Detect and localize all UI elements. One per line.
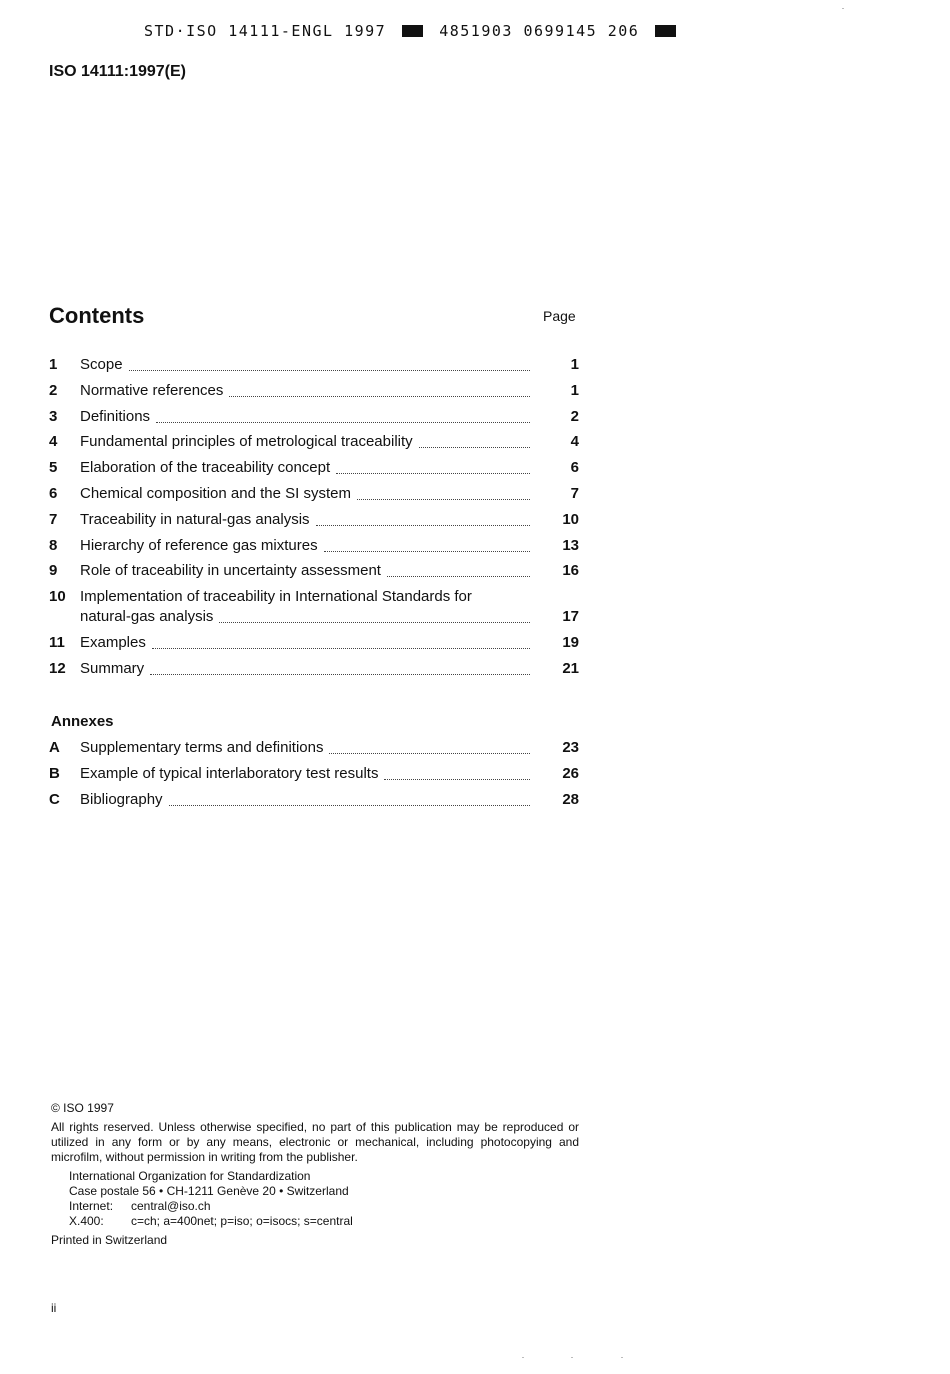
toc-number: 12	[49, 659, 66, 677]
annex-page: 28	[562, 790, 579, 808]
toc-entry[interactable]	[49, 633, 579, 653]
dot-leader	[316, 524, 530, 526]
printed-in: Printed in Switzerland	[51, 1233, 168, 1247]
toc-title: Elaboration of the traceability concept	[80, 459, 331, 477]
annex-letter: C	[49, 790, 60, 808]
toc-number: 9	[49, 562, 58, 580]
toc-page: 19	[562, 633, 579, 651]
toc-title: Fundamental principles of metrological traceability	[80, 433, 413, 451]
toc-title: Definitions	[80, 407, 151, 425]
dot-leader	[357, 498, 530, 500]
annexes-heading: Annexes	[51, 713, 114, 730]
dot-leader	[169, 804, 530, 806]
dot-leader	[384, 778, 530, 780]
toc-title: Traceability in natural-gas analysis	[80, 510, 310, 528]
stamp-block-mark	[402, 25, 423, 37]
annex-title: Bibliography	[80, 790, 163, 808]
toc-number: 10	[49, 588, 66, 606]
x400-line	[69, 1214, 579, 1229]
dot-leader	[229, 395, 530, 397]
toc-page: 4	[570, 433, 579, 451]
toc-entry[interactable]	[49, 510, 579, 530]
dot-leader	[219, 621, 530, 623]
dot-leader	[156, 421, 530, 423]
print-stamp	[144, 22, 676, 40]
toc-entry[interactable]	[49, 432, 579, 452]
toc-title: Normative references	[80, 381, 224, 399]
document-id: ISO 14111:1997(E)	[49, 63, 186, 80]
toc-number: 7	[49, 510, 58, 528]
toc-title: Examples	[80, 633, 146, 651]
rights-notice: All rights reserved. Unless otherwise specified, no part of this publication may be reproduced or utilized in any form or by any means, electronic or mechanical, including photocopying and microfilm, without permission in writing from the publisher.	[51, 1120, 579, 1164]
annex-letter: B	[49, 764, 60, 782]
toc-page: 7	[570, 484, 579, 502]
toc-number: 3	[49, 407, 58, 425]
toc-page: 10	[562, 510, 579, 528]
toc-page: 1	[570, 381, 579, 399]
annex-letter: A	[49, 739, 60, 756]
copyright-block	[51, 1101, 579, 1248]
toc-number: 11	[49, 633, 65, 651]
toc-entry[interactable]	[49, 355, 579, 375]
toc-entry[interactable]	[49, 484, 579, 504]
dot-leader	[150, 673, 530, 675]
annex-title: Supplementary terms and definitions	[80, 739, 324, 756]
toc-entry[interactable]	[49, 659, 579, 679]
toc-number: 1	[49, 356, 58, 373]
toc-title: Summary	[80, 659, 145, 677]
org-name: International Organization for Standardization	[69, 1169, 311, 1183]
toc-number: 4	[49, 433, 58, 451]
toc-page: 1	[570, 356, 579, 373]
toc-title: Role of traceability in uncertainty assessment	[80, 562, 381, 580]
stamp-block-mark-end	[655, 25, 676, 37]
annex-page: 23	[562, 739, 579, 756]
dot-leader	[387, 575, 530, 577]
annex-entry[interactable]	[49, 738, 579, 758]
toc-page: 13	[562, 536, 579, 554]
copyright-line: © ISO 1997	[51, 1101, 114, 1115]
toc-entry[interactable]	[49, 536, 579, 556]
scan-speck	[571, 1357, 573, 1358]
toc-entry[interactable]	[49, 587, 579, 627]
annex-entry[interactable]	[49, 764, 579, 784]
stamp-serial: 4851903 0699145 206	[439, 22, 640, 40]
toc-number: 2	[49, 381, 58, 399]
annex-title: Example of typical interlaboratory test results	[80, 764, 379, 782]
dot-leader	[336, 472, 530, 474]
publisher-address	[51, 1169, 579, 1229]
annex-page: 26	[562, 764, 579, 782]
toc-page: 6	[570, 459, 579, 477]
x400-label: X.400:	[69, 1214, 104, 1228]
toc-title: Scope	[80, 356, 123, 373]
dot-leader	[152, 647, 530, 649]
internet-address[interactable]: central@iso.ch	[131, 1199, 211, 1213]
table-of-contents	[49, 355, 579, 685]
toc-entry[interactable]	[49, 381, 579, 401]
toc-entry[interactable]	[49, 407, 579, 427]
toc-number: 8	[49, 536, 58, 554]
dot-leader	[129, 369, 530, 371]
page-number: ii	[51, 1301, 57, 1315]
toc-page: 21	[562, 659, 579, 677]
toc-page: 17	[562, 608, 579, 626]
toc-page: 16	[562, 562, 579, 580]
stamp-code: STD·ISO 14111-ENGL 1997	[144, 22, 387, 40]
toc-page: 2	[570, 407, 579, 425]
scan-speck	[522, 1357, 524, 1358]
toc-title: Chemical composition and the SI system	[80, 484, 351, 502]
toc-number: 6	[49, 484, 58, 502]
dot-leader	[419, 446, 530, 448]
toc-entry[interactable]	[49, 561, 579, 581]
annex-entry[interactable]	[49, 790, 579, 810]
toc-entry[interactable]	[49, 458, 579, 478]
internet-line	[69, 1199, 579, 1214]
page-column-label: Page	[543, 308, 576, 324]
dot-leader	[329, 752, 530, 754]
scan-speck	[621, 1357, 623, 1358]
toc-title: Hierarchy of reference gas mixtures	[80, 536, 318, 554]
toc-title-line2: natural-gas analysis	[80, 608, 214, 626]
x400-address: c=ch; a=400net; p=iso; o=isocs; s=central	[131, 1214, 353, 1228]
annex-list	[49, 738, 579, 815]
postal-address: Case postale 56 • CH-1211 Genève 20 • Switzerland	[69, 1184, 349, 1198]
dot-leader	[324, 550, 530, 552]
contents-heading: Contents	[49, 303, 145, 328]
toc-number: 5	[49, 459, 58, 477]
scan-speck	[842, 8, 844, 9]
internet-label: Internet:	[69, 1199, 114, 1213]
toc-title-line1: Implementation of traceability in International Standards for	[80, 588, 472, 606]
